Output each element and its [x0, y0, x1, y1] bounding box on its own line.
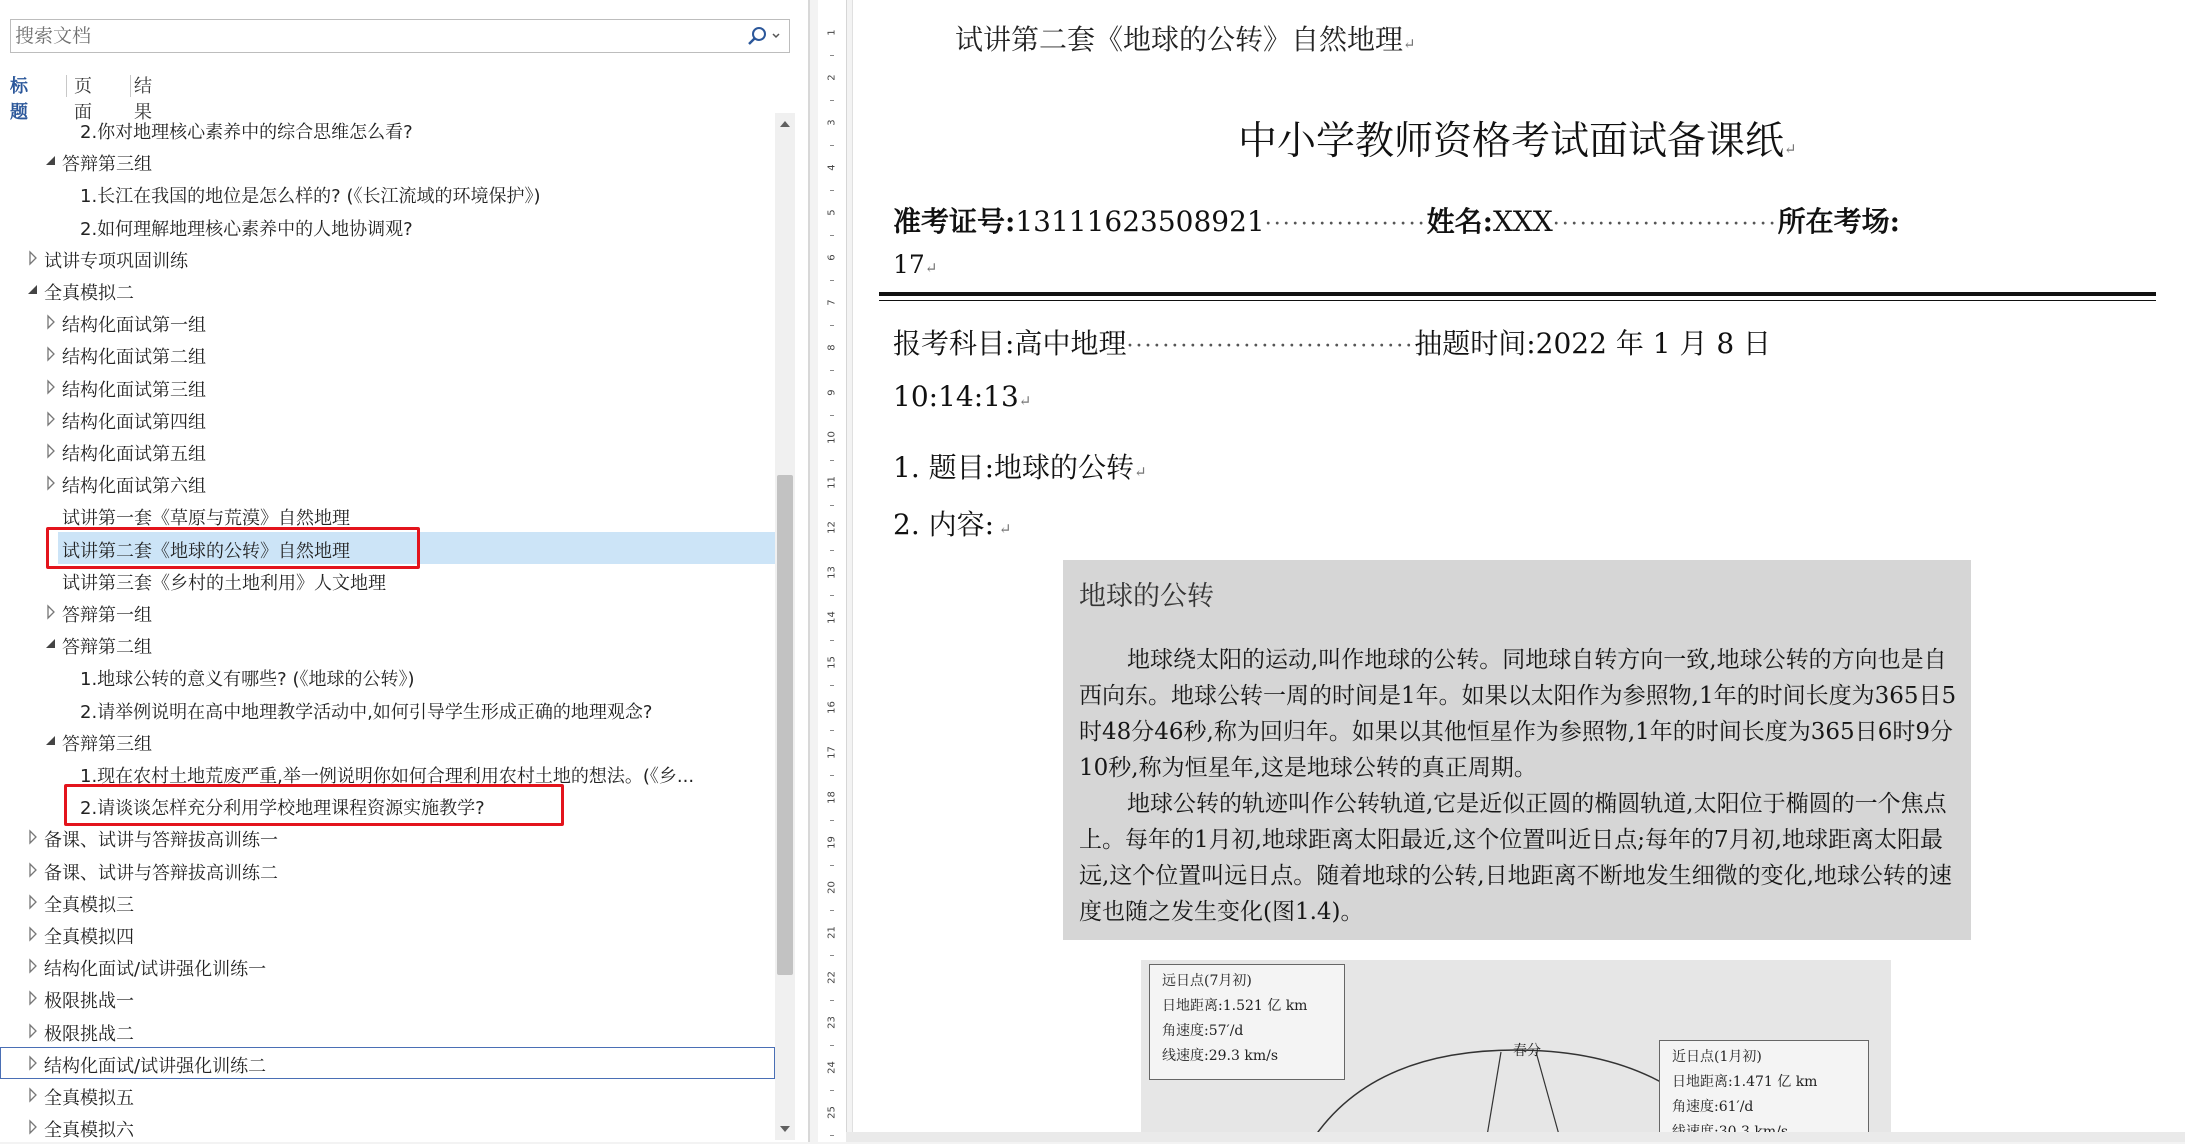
collapsed-triangle-icon[interactable] [42, 377, 60, 397]
candidate-name-label: 姓名: [1426, 205, 1493, 238]
ruler-tick [830, 955, 834, 956]
tab-separator [66, 75, 67, 97]
ruler-tick [830, 460, 834, 461]
tree-item-label: 结构化面试/试讲强化训练一 [44, 959, 267, 981]
tree-item[interactable] [0, 145, 775, 177]
paragraph-mark: ↵ [924, 259, 938, 277]
tree-item[interactable] [0, 596, 775, 628]
document-bottom-strip [846, 1132, 2185, 1142]
spring-equinox-label: 春分 [1513, 1043, 1541, 1059]
tree-item-label: 全真模拟五 [44, 1088, 134, 1109]
expanded-triangle-icon[interactable] [24, 280, 42, 300]
leader-dots: ·················· [1264, 212, 1427, 237]
ruler-tick [830, 505, 834, 506]
ruler-tick [830, 235, 834, 236]
ruler-tick [830, 1135, 834, 1136]
excerpt-title: 地球的公转 [1079, 581, 1214, 612]
ruler-number: 2 [826, 74, 838, 81]
ruler-tick [830, 865, 834, 866]
tree-item[interactable] [0, 725, 775, 757]
tree-item-label: 结构化面试第六组 [62, 476, 206, 498]
collapsed-triangle-icon[interactable] [24, 860, 42, 880]
paragraph-mark: ↵ [1403, 35, 1416, 53]
leader-dots: ································ [1126, 334, 1415, 359]
ruler-number: 3 [826, 119, 838, 126]
scroll-up-button[interactable] [775, 113, 795, 135]
ruler-number: 6 [826, 254, 838, 261]
expanded-triangle-icon[interactable] [42, 731, 60, 751]
collapsed-triangle-icon[interactable] [42, 344, 60, 364]
ruler-tick [830, 370, 834, 371]
aphelion-box: 远日点(7月初) 日地距离:1.521 亿 km 角速度:57′/d 线速度:29.3 km/s [1149, 964, 1345, 1080]
tree-item[interactable] [0, 693, 775, 725]
ruler-tick [830, 595, 834, 596]
header-rule-thin [879, 300, 2156, 301]
tree-item[interactable] [0, 628, 775, 660]
scroll-down-button[interactable] [775, 1118, 795, 1140]
tree-item[interactable] [0, 467, 775, 499]
collapsed-triangle-icon[interactable] [24, 827, 42, 847]
collapsed-triangle-icon[interactable] [42, 409, 60, 429]
ruler-tick [830, 280, 834, 281]
ruler-number: 1 [826, 29, 838, 36]
ruler-tick [830, 100, 834, 101]
ruler-number: 13 [826, 566, 838, 579]
tab-pages[interactable]: 页面 [74, 76, 92, 123]
tree-item[interactable] [0, 918, 775, 950]
ruler-tick [830, 415, 834, 416]
ruler-tick [830, 145, 834, 146]
expanded-triangle-icon[interactable] [42, 151, 60, 171]
tree-item-label: 极限挑战二 [44, 1023, 134, 1045]
tab-separator [130, 75, 131, 97]
search-icon [745, 23, 785, 49]
tree-item[interactable] [0, 1079, 775, 1111]
ruler-number: 11 [826, 476, 838, 489]
tree-item-label: 结构化面试第五组 [62, 444, 206, 465]
tree-item-label: 1.长江在我国的地位是怎么样的? (《长江流域的环境保护》) [80, 186, 541, 208]
document-page[interactable] [852, 0, 2185, 1132]
draw-time-clock-line [893, 380, 1031, 413]
tree-item-label: 备课、试讲与答辩拔高训练二 [44, 862, 278, 884]
candidate-name-value: XXX [1492, 205, 1553, 238]
page-main-title: 中小学教师资格考试面试备课纸↵ [1238, 119, 1797, 164]
tree-item[interactable] [0, 886, 775, 918]
draw-time-date: 2022 年 1 月 8 日 [1535, 327, 1772, 360]
tree-item[interactable] [0, 660, 775, 692]
tree-item-label: 全真模拟二 [44, 283, 134, 304]
tree-item[interactable] [0, 1015, 775, 1047]
ruler-number: 21 [826, 926, 838, 939]
excerpt-paragraph: 地球公转的轨迹叫作公转轨道,它是近似正圆的椭圆轨道,太阳位于椭圆的一个焦点上。每年的1月初,地球距离太阳最近,这个位置叫近日点;每年的7月初,地球距离太阳最远,这个位置叫远日点。随着地球的公转,日地距离不断地发生细微的变化,地球公转的速度也随之发生变化(图1.4)。 [1079, 791, 1952, 925]
expanded-triangle-icon[interactable] [42, 634, 60, 654]
vertical-ruler [818, 0, 847, 1142]
tree-item-label: 2.请谈谈怎样充分利用学校地理课程资源实施教学? [80, 798, 485, 820]
tree-item-label: 2.如何理解地理核心素养中的人地协调观? [80, 218, 413, 240]
tree-item[interactable] [0, 113, 775, 145]
tree-item-label: 2.你对地理核心素养中的综合思维怎么看? [80, 122, 413, 143]
ruler-number: 19 [826, 836, 838, 849]
ruler-tick [830, 325, 834, 326]
tree-item-label: 结构化面试第一组 [62, 315, 206, 337]
heading-tree [0, 113, 775, 1140]
pane-splitter[interactable] [808, 0, 810, 1142]
search-box[interactable] [10, 19, 790, 53]
tree-item-label: 极限挑战一 [44, 991, 134, 1013]
tree-item[interactable] [0, 435, 775, 467]
tree-item[interactable] [0, 821, 775, 853]
ruler-number: 18 [826, 791, 838, 804]
tree-item-label: 结构化面试第三组 [62, 379, 206, 401]
tree-item-label: 全真模拟四 [44, 927, 134, 948]
ruler-tick [830, 1000, 834, 1001]
collapsed-triangle-icon[interactable] [24, 1117, 42, 1137]
textbook-excerpt-image [1063, 560, 1971, 940]
collapsed-triangle-icon[interactable] [24, 248, 42, 268]
ruler-tick [830, 55, 834, 56]
ruler-number: 16 [826, 701, 838, 714]
ruler-number: 10 [826, 431, 838, 444]
ruler-number: 22 [826, 971, 838, 984]
tree-item-label: 试讲第二套《地球的公转》自然地理 [62, 540, 350, 562]
ruler-tick [830, 190, 834, 191]
tree-item[interactable] [0, 274, 775, 306]
tree-item[interactable] [0, 854, 775, 886]
collapsed-triangle-icon[interactable] [24, 1021, 42, 1041]
topic-item: 1. 题目:地球的公转↵ [893, 451, 1147, 484]
perihelion-box: 近日点(1月初) 日地距离:1.471 亿 km 角速度:61′/d [1659, 1040, 1869, 1142]
header-rule-thick [879, 292, 2156, 296]
paragraph-mark: ↵ [1784, 140, 1797, 158]
tree-item-label: 1.地球公转的意义有哪些? (《地球的公转》) [80, 669, 415, 691]
collapsed-triangle-icon[interactable] [24, 956, 42, 976]
paragraph-mark: ↵ [994, 520, 1012, 538]
ruler-number: 9 [826, 389, 838, 396]
tree-item[interactable] [0, 950, 775, 982]
tree-item[interactable] [0, 210, 775, 242]
ruler-tick [830, 820, 834, 821]
collapsed-triangle-icon[interactable] [24, 1053, 42, 1073]
tree-item-label: 试讲第一套《草原与荒漠》自然地理 [62, 508, 350, 530]
tree-item-label: 全真模拟六 [44, 1120, 134, 1140]
ruler-tick [830, 640, 834, 641]
collapsed-triangle-icon[interactable] [42, 602, 60, 622]
ruler-number: 7 [826, 299, 838, 306]
paragraph-mark: ↵ [1134, 463, 1147, 481]
ruler-number: 5 [826, 209, 838, 216]
tab-results[interactable]: 结果 [134, 76, 152, 123]
collapsed-triangle-icon[interactable] [24, 988, 42, 1008]
ruler-number: 20 [826, 881, 838, 894]
tree-item-label: 备课、试讲与答辩拔高训练一 [44, 830, 278, 852]
subject-line [893, 322, 1771, 362]
ruler-tick [830, 910, 834, 911]
tree-item[interactable] [0, 306, 775, 338]
tree-item-label: 结构化面试/试讲强化训练二 [44, 1055, 267, 1077]
tree-item-label: 试讲专项巩固训练 [44, 250, 188, 272]
page-header-title: 试讲第二套《地球的公转》自然地理↵ [955, 23, 1416, 56]
tree-item-label: 1.现在农村土地荒废严重,举一例说明你如何合理利用农村土地的想法。(《乡... [80, 766, 695, 787]
tab-headings[interactable]: 标题 [10, 76, 28, 123]
tree-item-label: 结构化面试第二组 [62, 347, 206, 369]
orbit-figure-image [1141, 960, 1891, 1142]
annotation-highlight-box [64, 784, 564, 826]
arrow-down-icon [775, 1118, 795, 1140]
candidate-info-line [893, 200, 2185, 240]
tree-item[interactable] [0, 1047, 775, 1079]
tree-item[interactable] [0, 982, 775, 1014]
tree-item-label: 试讲第三套《乡村的土地利用》人文地理 [62, 572, 386, 594]
exam-room-value: 17 [893, 250, 925, 279]
collapsed-triangle-icon[interactable] [24, 1085, 42, 1105]
subject-value: 高中地理 [1014, 327, 1127, 360]
search-input[interactable] [15, 23, 735, 49]
tree-item-label: 答辩第三组 [62, 154, 152, 176]
ruler-tick [830, 1090, 834, 1091]
tree-item-label: 答辩第二组 [62, 637, 152, 659]
ruler-number: 25 [826, 1106, 838, 1119]
leader-dots: ························· [1552, 212, 1778, 237]
annotation-highlight-box [46, 527, 420, 569]
tree-item[interactable] [0, 242, 775, 274]
ruler-number: 14 [826, 611, 838, 624]
search-dropdown-button[interactable] [745, 23, 785, 49]
ruler-number: 23 [826, 1016, 838, 1029]
arrow-up-icon [775, 113, 795, 135]
ruler-number: 4 [826, 164, 838, 171]
ruler-tick [830, 1045, 834, 1046]
tree-item[interactable] [0, 177, 775, 209]
nav-vertical-scrollbar[interactable] [775, 113, 795, 1140]
tree-item[interactable] [0, 564, 775, 596]
tree-item-label: 答辩第一组 [62, 605, 152, 626]
tree-item[interactable] [0, 1111, 775, 1140]
candidate-id-value: 13111623508921 [1015, 205, 1265, 238]
subject-label: 报考科目: [893, 327, 1015, 360]
ruler-number: 15 [826, 656, 838, 669]
ruler-number: 12 [826, 521, 838, 534]
ruler-tick [830, 775, 834, 776]
collapsed-triangle-icon[interactable] [42, 312, 60, 332]
tree-item[interactable] [0, 403, 775, 435]
tree-item-label: 全真模拟三 [44, 894, 134, 916]
ruler-tick [830, 550, 834, 551]
navigation-pane [0, 0, 808, 1142]
tree-item[interactable] [0, 371, 775, 403]
draw-time-clock: 10:14:13 [893, 380, 1019, 413]
candidate-id-label: 准考证号: [893, 205, 1016, 238]
ruler-tick [830, 685, 834, 686]
collapsed-triangle-icon[interactable] [24, 924, 42, 944]
ruler-number: 24 [826, 1061, 838, 1074]
paragraph-mark: ↵ [1018, 392, 1032, 410]
excerpt-paragraph: 地球绕太阳的运动,叫作地球的公转。同地球自转方向一致,地球公转的方向也是自西向东。地球公转一周的时间是1年。如果以太阳作为参照物,1年的时间长度为365日5时48分46秒,称为回归年。如果以其他恒星作为参照物,1年的时间长度为365日6时9分10秒,称为恒星年,这是地球公转的真正周期。 [1079, 647, 1957, 781]
tree-item-label: 2.请举例说明在高中地理教学活动中,如何引导学生形成正确的地理观念? [80, 701, 653, 723]
tree-item-label: 答辩第三组 [62, 733, 152, 755]
draw-time-label: 抽题时间: [1414, 327, 1536, 360]
ruler-number: 8 [826, 344, 838, 351]
collapsed-triangle-icon[interactable] [42, 473, 60, 493]
ruler-tick [830, 730, 834, 731]
tree-item[interactable] [0, 338, 775, 370]
collapsed-triangle-icon[interactable] [42, 441, 60, 461]
scroll-thumb[interactable] [777, 475, 793, 975]
collapsed-triangle-icon[interactable] [24, 892, 42, 912]
exam-room-value-line [893, 250, 937, 279]
ruler-number: 17 [826, 746, 838, 759]
content-item: 2. 内容: ↵ [893, 508, 1012, 541]
exam-room-label: 所在考场: [1777, 205, 1900, 238]
tree-item-label: 结构化面试第四组 [62, 411, 206, 433]
